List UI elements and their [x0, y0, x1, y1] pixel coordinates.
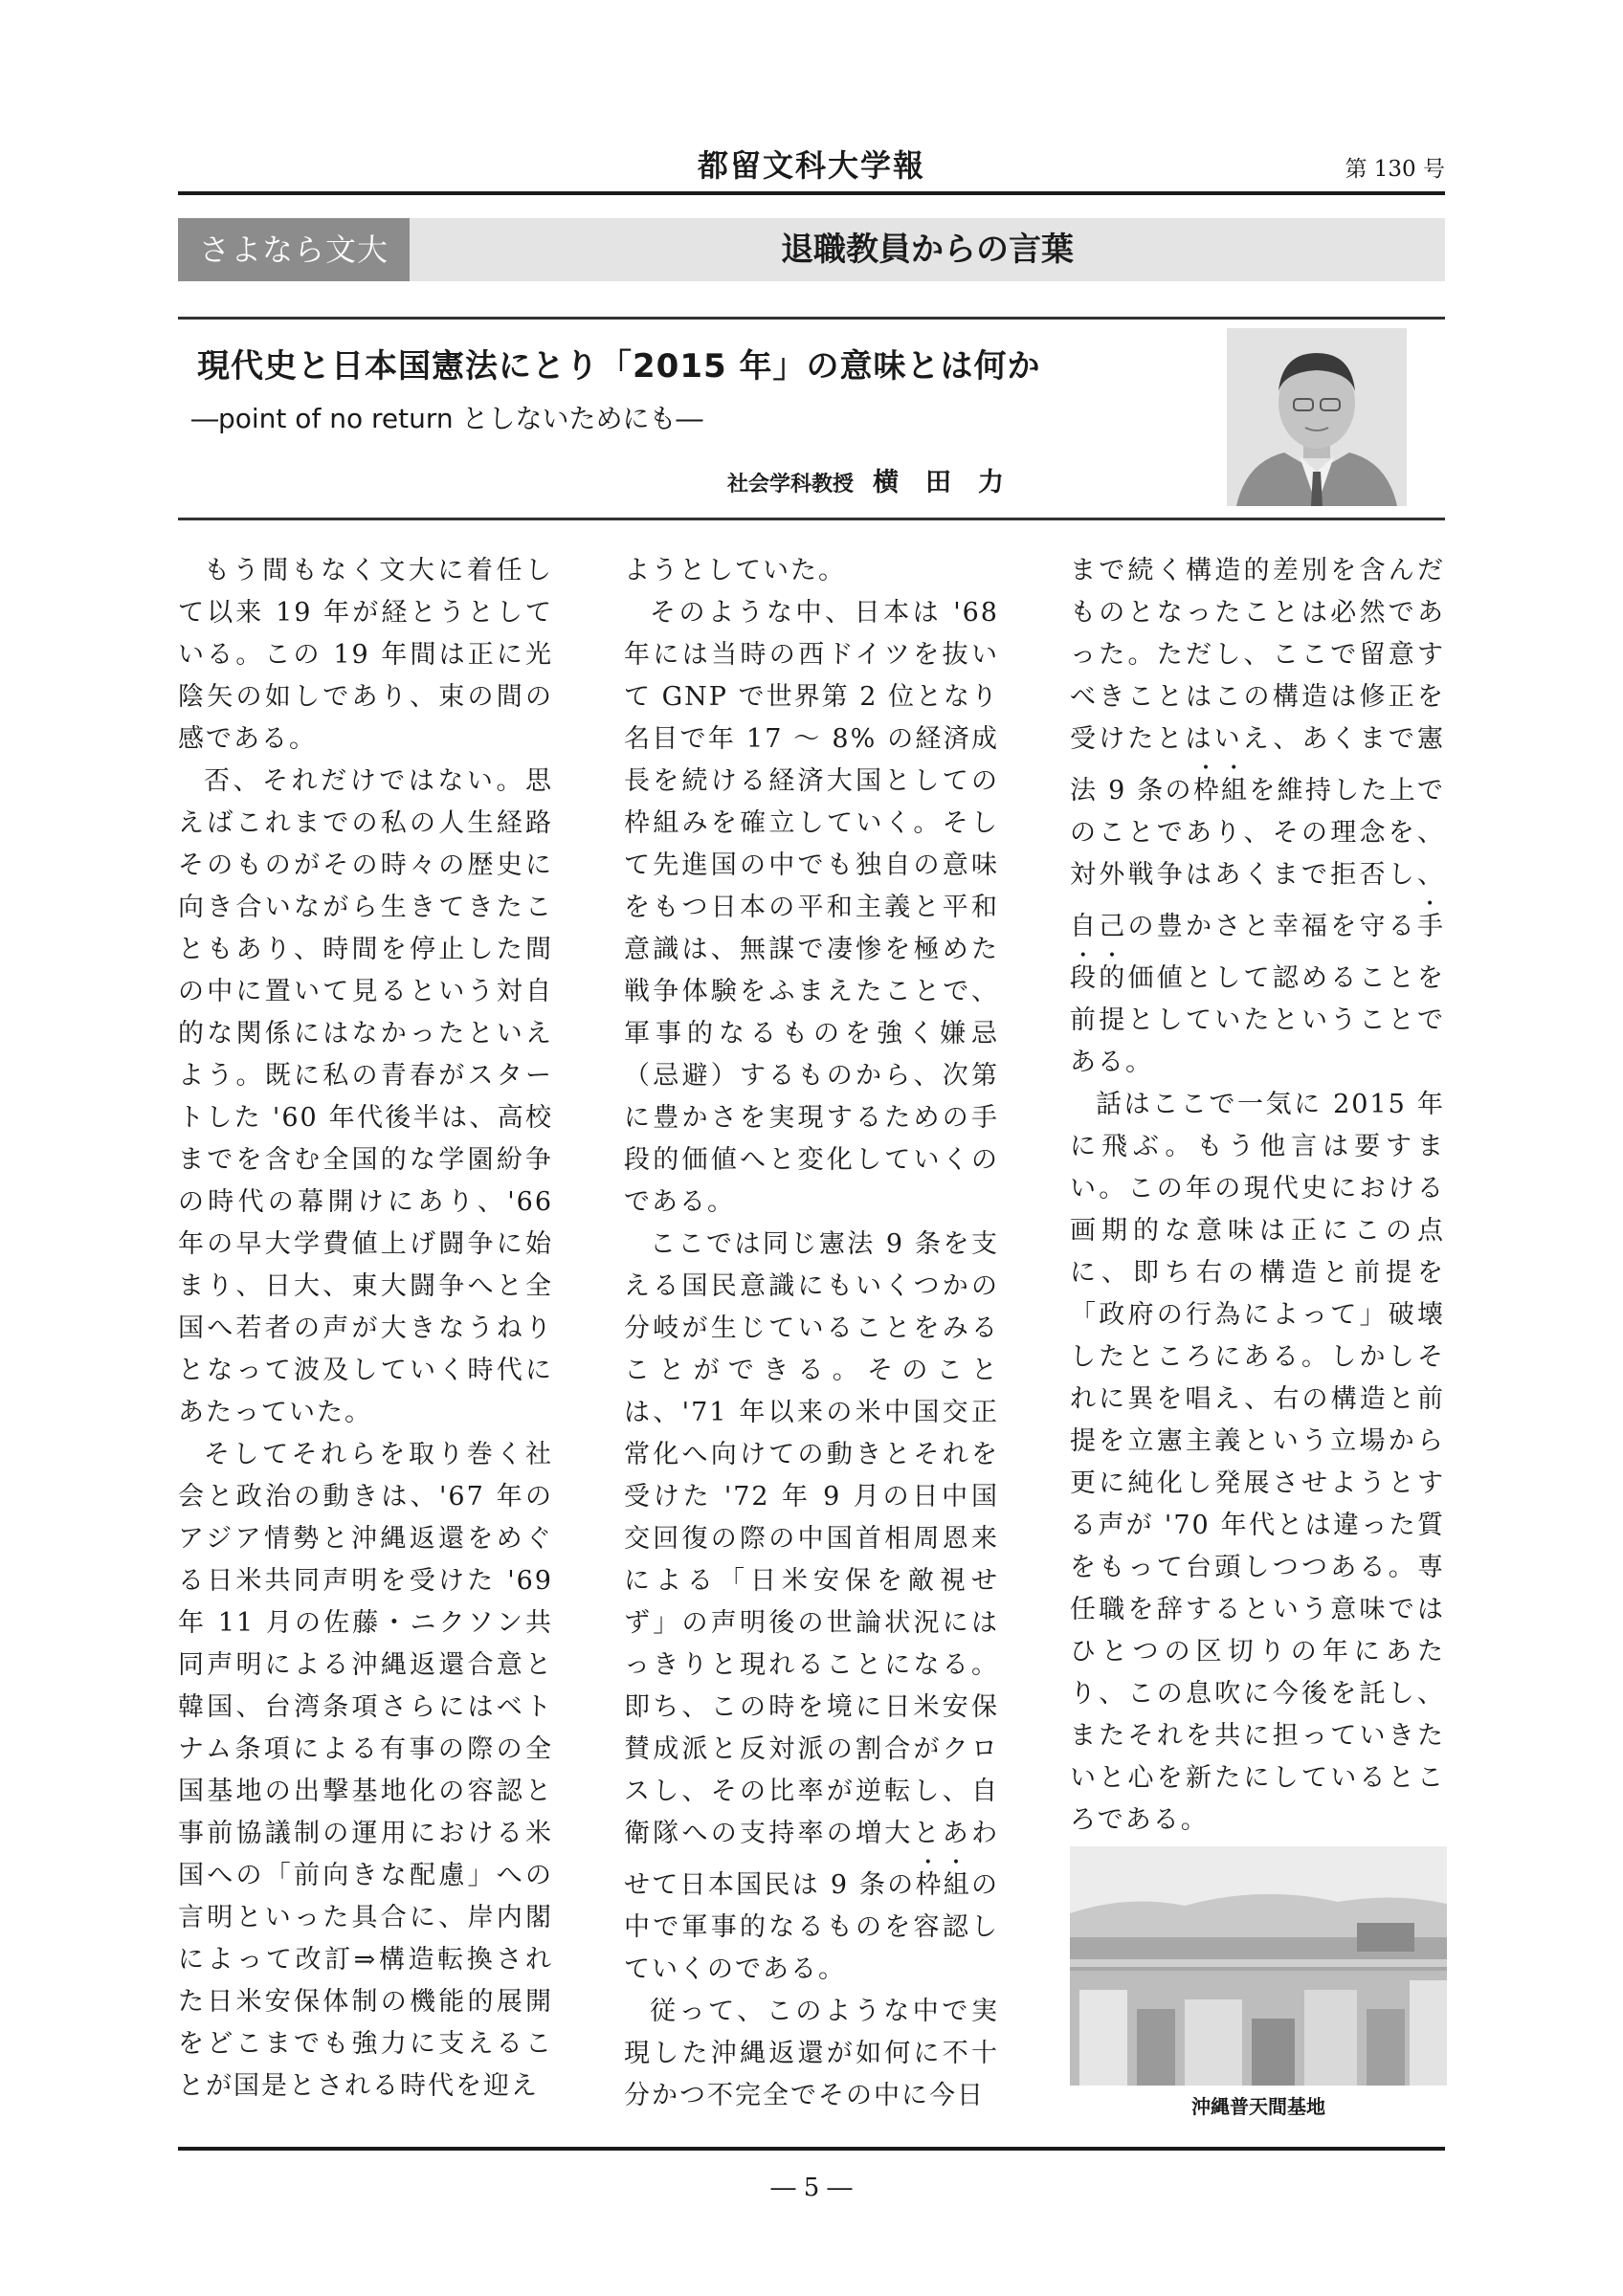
photo-caption: 沖縄普天間基地: [1191, 2095, 1325, 2118]
byline: [727, 461, 1031, 498]
header-rule: [178, 191, 1445, 195]
author-name: 横田力: [873, 468, 1032, 497]
section-tag: さよなら文大: [178, 218, 410, 281]
author-portrait: [1227, 328, 1407, 506]
paragraph: そしてそれらを取り巻く社会と政治の動きは、'67 年のアジア情勢と沖縄返還をめぐる日米共同声明を受けた '69 年 11 月の佐藤・ニクソン共同声明による沖縄返還合意と韓国、台湾条項さらにはベトナム条項による有事の際の全国基地の出撃基地化の容認と事前協議制の運用における米国への「前向きな配慮」への言明といった具合に、岸内閣によって改訂⇒構造転換された日米安保体制の機能的展開をどこまでも強力に支えることが国是とされる時代を迎え: [178, 1440, 553, 2101]
paragraph-text: ここでは同じ憲法 9 条を支える国民意識にもいくつかの分岐が生じていることをみることができる。そのことは、'71 年以来の米中国交正常化へ向けての動きとそれを受けた '72 年 9 月の日中国交回復の際の中国首相周恩来による「日米安保を敵視せず」の声明後の世論状況にはっきりと現れることになる。即ち、この時を境に日米安保賛成派と反対派の割合がクロスし、その比率が逆転し、自衛隊への支持率の増大とあわせて日本国民は 9 条の: [624, 1229, 999, 1900]
paragraph-text: の中で軍事的なるものを容認していくのである。: [624, 1870, 999, 1984]
paragraph: ようとしていた。: [624, 556, 846, 585]
newsletter-title: 都留文科大学報: [697, 147, 925, 184]
paragraph-text: 価値として認めることを前提としていたということである。: [1070, 963, 1445, 1077]
article-heading-rule: [178, 518, 1445, 520]
author-role: 社会学科教授: [727, 473, 855, 497]
body-column-3: [1070, 550, 1445, 1842]
article-title: 現代史と日本国憲法にとり「2015 年」の意味とは何か: [197, 347, 1041, 386]
page-number: ― 5 ―: [770, 2174, 853, 2202]
paragraph-text: を維持した上でのことであり、その理念を、対外戦争はあくまで拒否し、自己の豊かさと幸福を守る: [1070, 776, 1445, 941]
body-column-2: [624, 550, 999, 2117]
paragraph-text: まで続く構造的差別を含んだものとなったことは必然であった。ただし、ここで留意すべきことはこの構造は修正を受けたとはいえ、あくまで憲法 9 条の: [1070, 556, 1445, 806]
paragraph: 話はここで一気に 2015 年に飛ぶ。もう他言は要すまい。この年の現代史における画期的な意味は正にこの点に、即ち右の構造と前提を「政府の行為によって」破壊したところにある。しかしそれに異を唱え、右の構造と前提を立憲主義という立場から更に純化し発展させようとする声が '70 年代とは違った質をもって台頭しつつある。専任職を辞するという意味ではひとつの区切りの年にあたり、この息吹に今後を託し、またそれを共に担っていきたいと心を新たにしているところである。: [1070, 1090, 1445, 1835]
article-top-rule: [178, 317, 1445, 320]
emphasized-text: 枠組: [915, 1870, 971, 1900]
emphasized-text: 枠組: [1192, 776, 1250, 806]
paragraph: 従って、このような中で実現した沖縄返還が如何に不十分かつ不完全でその中に今日: [624, 1997, 999, 2110]
paragraph: [1070, 550, 1445, 1084]
issue-number: 第 130 号: [1345, 157, 1445, 182]
emphasized-text: 手段的: [1070, 912, 1445, 993]
footer-rule: [178, 2147, 1445, 2151]
paragraph: もう間もなく文大に着任して以来 19 年が経とうとしている。この 19 年間は正に光陰矢の如しであり、束の間の感である。: [178, 556, 553, 754]
base-photo: [1070, 1846, 1447, 2086]
body-column-1: [178, 550, 553, 2108]
paragraph: [624, 1224, 999, 1991]
section-title: 退職教員からの言葉: [781, 231, 1074, 269]
article-subtitle: ―point of no return としないためにも―: [191, 403, 703, 434]
paragraph: 否、それだけではない。思えばこれまでの私の人生経路そのものがその時々の歴史に向き合いながら生きてきたこともあり、時間を停止した間の中に置いて見るという対自的な関係にはなかったといえよう。既に私の青春がスタートした '60 年代後半は、高校までを含む全国的な学園紛争の時代の幕開けにあり、'66 年の早大学費値上げ闘争に始まり、日大、東大闘争へと全国へ若者の声が大きなうねりとなって波及していく時代にあたっていた。: [178, 766, 553, 1427]
paragraph: そのような中、日本は '68 年には当時の西ドイツを抜いて GNP で世界第 2 位となり名目で年 17 ～ 8% の経済成長を続ける経済大国としての枠組みを確立していく。そして先進国の中でも独自の意味をもつ日本の平和主義と平和意識は、無謀で凄惨を極めた戦争体験をふまえたことで、軍事的なるものを強く嫌忌（忌避）するものから、次第に豊かさを実現するための手段的価値へと変化していくのである。: [624, 598, 999, 1217]
